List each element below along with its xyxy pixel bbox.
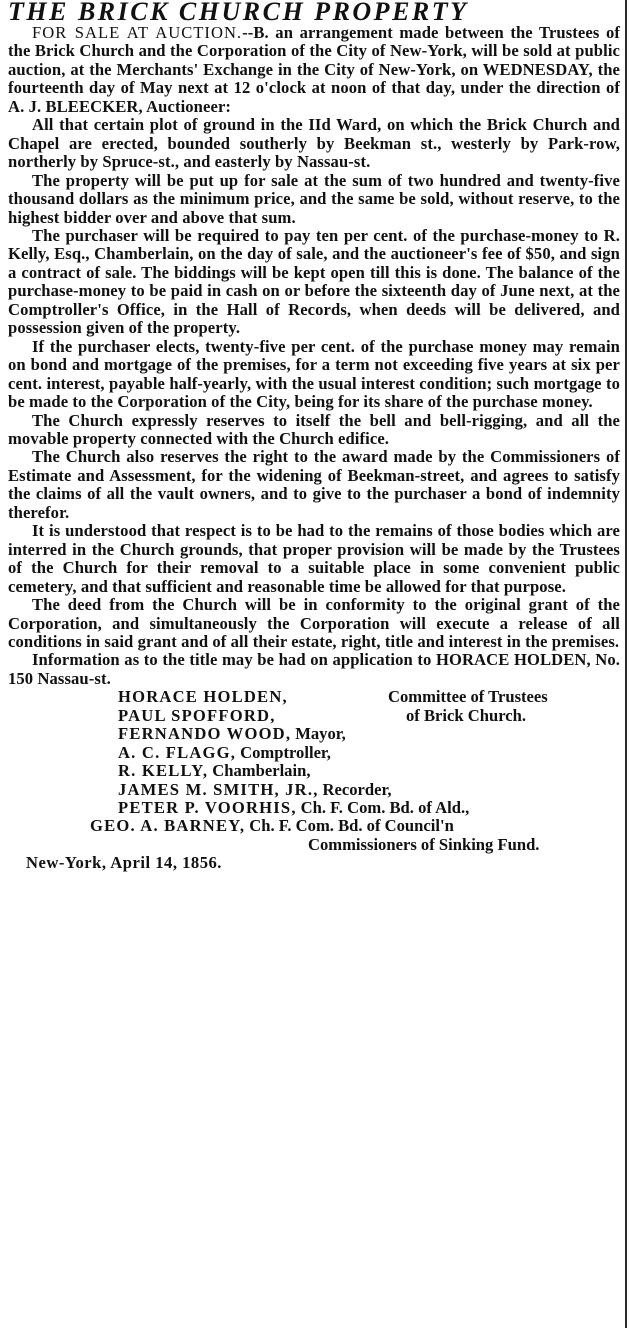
paragraph-title-information <box>8 651 620 688</box>
signature-line <box>8 707 620 725</box>
column-rule <box>625 0 627 1328</box>
paragraph-text: All that certain plot of ground in the IId Ward, on which the Brick Church and Chapel are erected, bounded southerly by Beekman st., westerly by Park-row, northerly by Spruce-st., and easterly by Nassau-st. <box>8 115 620 172</box>
paragraph-remains-removal <box>8 522 620 596</box>
signature-line <box>8 744 620 762</box>
paragraph-text: --B. an arrangement made between the Trustees of the Brick Church and the Corporation of the City of New-York, will be sold at public auction, at the Merchants' Exchange in the City of New-York, on WEDNESDAY, the fourteenth day of May next at 12 o'clock at noon of that day, under the direction of A. J. BLEECKER, Auctioneer: <box>8 23 620 116</box>
paragraph-text: It is understood that respect is to be had to the remains of those bodies which are interred in the Church grounds, that proper provision will be made by the Trustees of the Church for their removal to a suitable place in some convenient public cemetery, and that sufficient and reasonable time be allowed for that purpose. <box>8 521 620 596</box>
commissioners-caption: Commissioners of Sinking Fund. <box>308 835 540 854</box>
signatory-title: Mayor, <box>295 725 346 744</box>
signature-line <box>8 762 620 780</box>
signatory-name: PETER P. VOORHIS, <box>118 798 297 817</box>
signatory-title: Chamberlain, <box>212 762 311 781</box>
signatory-name: R. KELLY, <box>118 762 209 781</box>
headline: THE BRICK CHURCH PROPERTY <box>8 0 469 26</box>
paragraph-deed-conformity <box>8 596 620 651</box>
signatory-name: GEO. A. BARNEY, <box>90 817 246 836</box>
paragraph-payment-terms <box>8 227 620 338</box>
committee-note: Committee of Trustees <box>388 688 548 707</box>
paragraph-text: If the purchaser elects, twenty-five per cent. of the purchase money may remain on bond and mortgage of the premises, for a term not exceeding five years at six per cent. interest, payable half-yearly, with the usual interest condition; such mortgage to be made to the Corporation of the City, being for its share of the purchase money. <box>8 336 620 412</box>
signature-line <box>8 725 620 743</box>
paragraph-text: The Church expressly reserves to itself the bell and bell-rigging, and all the movable property connected with the Church edifice. <box>8 410 620 448</box>
signature-line <box>8 688 620 706</box>
signature-line <box>8 817 620 835</box>
paragraph-text: The deed from the Church will be in conformity to the original grant of the Corporation, and simultaneously the Corporation will execute a release of all conditions in said grant and of all their estate, right, title and interest in the premises. <box>8 595 620 651</box>
paragraph-minimum-price <box>8 172 620 227</box>
paragraph-bell-reservation <box>8 412 620 449</box>
signatory-name: JAMES M. SMITH, JR., <box>118 780 319 799</box>
signatory-name: FERNANDO WOOD, <box>118 725 292 744</box>
signature-line <box>8 781 620 799</box>
signature-line <box>8 799 620 817</box>
signatory-title: Comptroller, <box>240 743 331 762</box>
signatory-name: PAUL SPOFFORD, <box>118 706 276 725</box>
paragraph-auction-intro <box>8 24 620 116</box>
paragraph-text: The Church also reserves the right to the award made by the Commissioners of Estimate and Assessment, for the widening of Beekman-street, and agrees to satisfy the claims of all the vault owners, and to give to the purchaser a bond of indemnity therefor. <box>8 447 620 522</box>
signatory-title: Ch. F. Com. Bd. of Ald., <box>300 798 470 817</box>
signatory-title: Recorder, <box>322 780 392 799</box>
paragraph-mortgage-option <box>8 338 620 412</box>
signatory-title: Ch. F. Com. Bd. of Council'n <box>249 817 454 836</box>
signature-block <box>8 688 620 854</box>
signature-line <box>8 836 620 854</box>
paragraph-text: Information as to the title may be had on application to HORACE HOLDEN, No. 150 Nassau-st. <box>8 650 620 688</box>
signatory-name: HORACE HOLDEN, <box>118 688 288 707</box>
signatory-name: A. C. FLAGG, <box>118 743 237 762</box>
paragraph-property-bounds <box>8 116 620 171</box>
dateline: New-York, April 14, 1856. <box>26 853 222 873</box>
paragraph-text: The purchaser will be required to pay ten per cent. of the purchase-money to R. Kelly, Esq., Chamberlain, on the day of sale, and the auctioneer's fee of $50, and sign a contract of sale. The biddings will be kept open till this is done. The balance of the purchase-money to be paid in cash on or before the sixteenth day of June next, at the Comptroller's Office, in the Hall of Records, when deeds will be delivered, and possession given of the property. <box>8 225 620 338</box>
notice-body <box>8 24 620 688</box>
paragraph-award-reservation <box>8 448 620 522</box>
paragraph-lead: FOR SALE AT AUCTION. <box>32 23 243 42</box>
committee-note: of Brick Church. <box>406 706 527 725</box>
paragraph-text: The property will be put up for sale at the sum of two hundred and twenty-five thousand dollars as the minimum price, and the same be sold, without reserve, to the highest bidder over and above that sum. <box>8 170 620 227</box>
